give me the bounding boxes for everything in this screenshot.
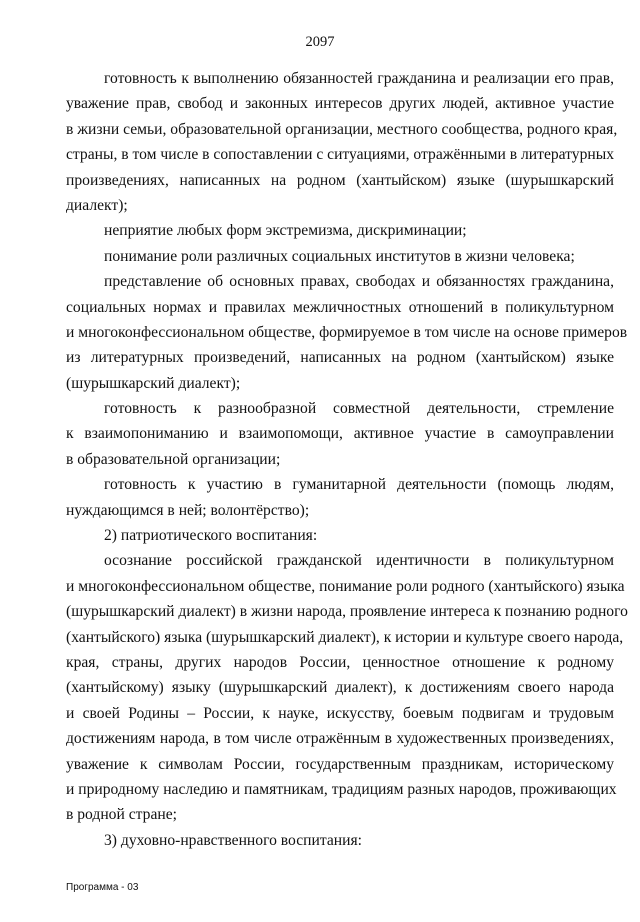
text-line: края, страны, других народов России, ценностное отношение к родному xyxy=(66,653,614,671)
text-line: готовность к разнообразной совместной деятельности, стремление xyxy=(104,400,614,418)
text-line: 3) духовно-нравственного воспитания: xyxy=(104,831,362,849)
text-line: готовность к выполнению обязанностей гражданина и реализации его прав, xyxy=(104,70,614,87)
text-line: 2) патриотического воспитания: xyxy=(104,527,318,545)
text-line: в образовательной организации; xyxy=(66,450,281,468)
text-line: в жизни семьи, образовательной организации, местного сообщества, родного края, xyxy=(66,120,618,138)
text-line: и природному наследию и памятникам, традициям разных народов, проживающих xyxy=(66,780,617,798)
text-line: (хантыйского) языка (шурышкарский диалект), к истории и культуре своего народа, xyxy=(66,628,624,646)
text-line: готовность к участию в гуманитарной деятельности (помощь людям, xyxy=(104,476,614,494)
text-line: произведениях, написанных на родном (хантыйском) языке (шурышкарский xyxy=(66,171,614,189)
text-line: уважение к символам России, государственным праздникам, историческому xyxy=(66,755,614,773)
text-line: страны, в том числе в сопоставлении с ситуациями, отражёнными в литературных xyxy=(66,146,614,164)
document-body xyxy=(66,66,628,853)
text-line: нуждающимся в ней; волонтёрство); xyxy=(66,501,310,519)
text-line: неприятие любых форм экстремизма, дискриминации; xyxy=(104,222,467,240)
text-line: к взаимопониманию и взаимопомощи, активное участие в самоуправлении xyxy=(66,425,614,443)
text-line: из литературных произведений, написанных на родном (хантыйском) языке xyxy=(66,349,614,367)
text-line: осознание российской гражданской идентичности в поликультурном xyxy=(104,552,614,570)
text-line: уважение прав, свобод и законных интересов других людей, активное участие xyxy=(66,95,614,113)
text-line: в родной стране; xyxy=(66,806,177,824)
text-line: достижениям народа, в том числе отражённым в художественных произведениях, xyxy=(66,730,614,748)
text-line: представление об основных правах, свободах и обязанностях гражданина, xyxy=(104,273,614,291)
text-line: и многоконфессиональном обществе, формируемое в том числе на основе примеров xyxy=(66,323,628,341)
text-line: и своей Родины – России, к науке, искусству, боевым подвигам и трудовым xyxy=(66,704,614,722)
text-line: (хантыйскому) языку (шурышкарский диалект), к достижениям своего народа xyxy=(66,679,614,697)
page-number: 2097 xyxy=(305,34,335,50)
text-line: и многоконфессиональном обществе, понимание роли родного (хантыйского) языка xyxy=(66,577,625,595)
text-line: диалект); xyxy=(66,196,128,214)
text-line: (шурышкарский диалект); xyxy=(66,374,241,392)
text-line: социальных нормах и правилах межличностных отношений в поликультурном xyxy=(66,298,614,316)
footer-label: Программа - 03 xyxy=(66,882,139,893)
text-line: (шурышкарский диалект) в жизни народа, проявление интереса к познанию родного xyxy=(66,603,628,621)
text-line: понимание роли различных социальных институтов в жизни человека; xyxy=(104,247,575,265)
